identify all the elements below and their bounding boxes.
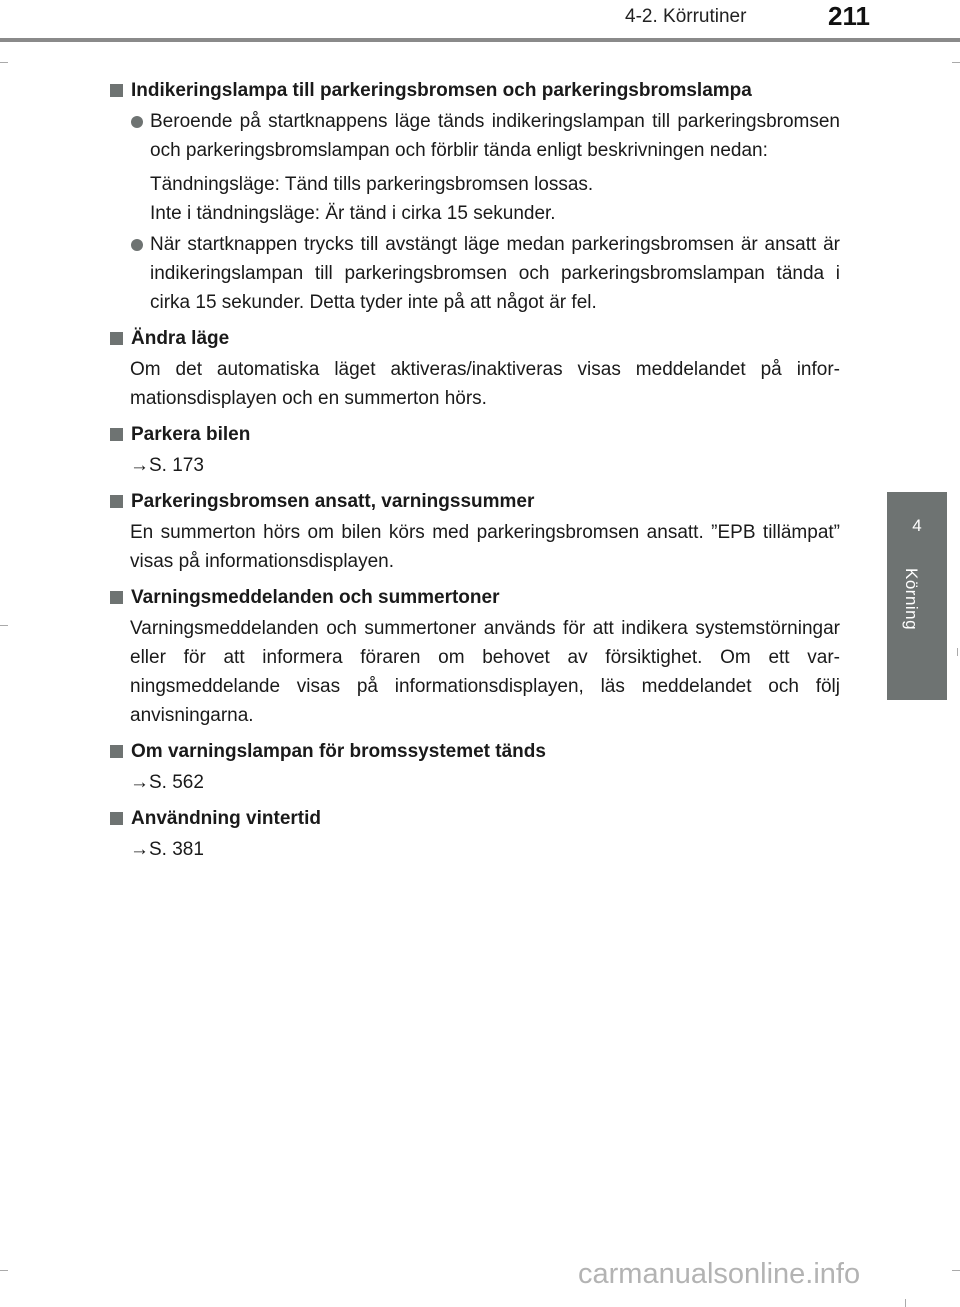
list-item-text: När startknappen trycks till avstängt läge medan parkeringsbromsen är ansatt är indikeringslampan till parkeringsbromsen och parkeringsbromslampan tända i cirka 15 sekunder. Detta tyder inte på att något är fel. <box>150 234 840 313</box>
crop-mark <box>957 648 958 656</box>
chapter-tab <box>887 492 947 700</box>
watermark: carmanualsonline.info <box>578 1258 861 1290</box>
square-bullet-icon <box>110 428 123 441</box>
section-heading <box>110 487 840 516</box>
crop-mark <box>0 62 8 63</box>
section-heading <box>110 76 840 105</box>
crop-mark <box>952 62 960 63</box>
list-item <box>110 230 840 317</box>
square-bullet-icon <box>110 591 123 604</box>
square-bullet-icon <box>110 332 123 345</box>
note-line: Tändningsläge: Tänd tills parkeringsbromsen lossas. <box>150 174 594 195</box>
section-heading-text: Ändra läge <box>131 328 230 349</box>
section-heading <box>110 583 840 612</box>
square-bullet-icon <box>110 84 123 97</box>
crop-mark <box>905 1299 906 1307</box>
page-reference: →S. 562 <box>130 772 204 793</box>
crop-mark <box>952 1270 960 1271</box>
section-paragraph: En summerton hörs om bilen körs med parkeringsbromsen ansatt. ”EPB tillämpat” visas på informationsdisplayen. <box>130 522 840 572</box>
section-heading-text: Användning vintertid <box>131 808 321 829</box>
section-heading-text: Indikeringslampa till parkeringsbromsen och parkeringsbromslampa <box>131 80 752 101</box>
section-heading <box>110 324 840 353</box>
list-item-text: Beroende på startknappens läge tänds indikeringslampan till parkeringsbromsen och parkeringsbromslampan och förblir tända enligt beskrivningen nedan: <box>150 111 840 161</box>
crop-mark <box>0 1270 8 1271</box>
page-reference: →S. 381 <box>130 839 204 860</box>
page-reference: →S. 173 <box>130 455 204 476</box>
section-heading-text: Parkeringsbromsen ansatt, varningssummer <box>131 491 535 512</box>
header-section-title: 4-2. Körrutiner <box>625 6 747 27</box>
crop-mark <box>0 625 8 626</box>
page-content <box>110 76 840 864</box>
ignition-mode-note <box>110 170 840 228</box>
page-number: 211 <box>828 1 870 31</box>
square-bullet-icon <box>110 495 123 508</box>
square-bullet-icon <box>110 812 123 825</box>
header-rule <box>0 38 960 42</box>
section-heading <box>110 737 840 766</box>
chapter-number: 4 <box>912 516 922 535</box>
circle-bullet-icon <box>131 116 143 128</box>
circle-bullet-icon <box>131 239 143 251</box>
section-heading-text: Parkera bilen <box>131 424 251 445</box>
section-heading-text: Varningsmeddelanden och summertoner <box>131 587 500 608</box>
note-line: Inte i tändningsläge: Är tänd i cirka 15 sekunder. <box>150 203 556 224</box>
chapter-label: Körning <box>902 568 921 631</box>
list-item <box>110 107 840 165</box>
square-bullet-icon <box>110 745 123 758</box>
section-heading <box>110 804 840 833</box>
section-heading-text: Om varningslampan för bromssystemet tänds <box>131 741 546 762</box>
section-paragraph: Varningsmeddelanden och summertoner används för att indikera systemstörningar eller för att informera föraren om behovet av försiktighet. Om ett varningsmeddelande visas på informationsdisplayen, läs meddelandet och följ anvisningarna. <box>130 618 840 726</box>
section-paragraph: Om det automatiska läget aktiveras/inaktiveras visas meddelandet på informationsdisplayen och en summerton hörs. <box>130 359 840 409</box>
section-heading <box>110 420 840 449</box>
